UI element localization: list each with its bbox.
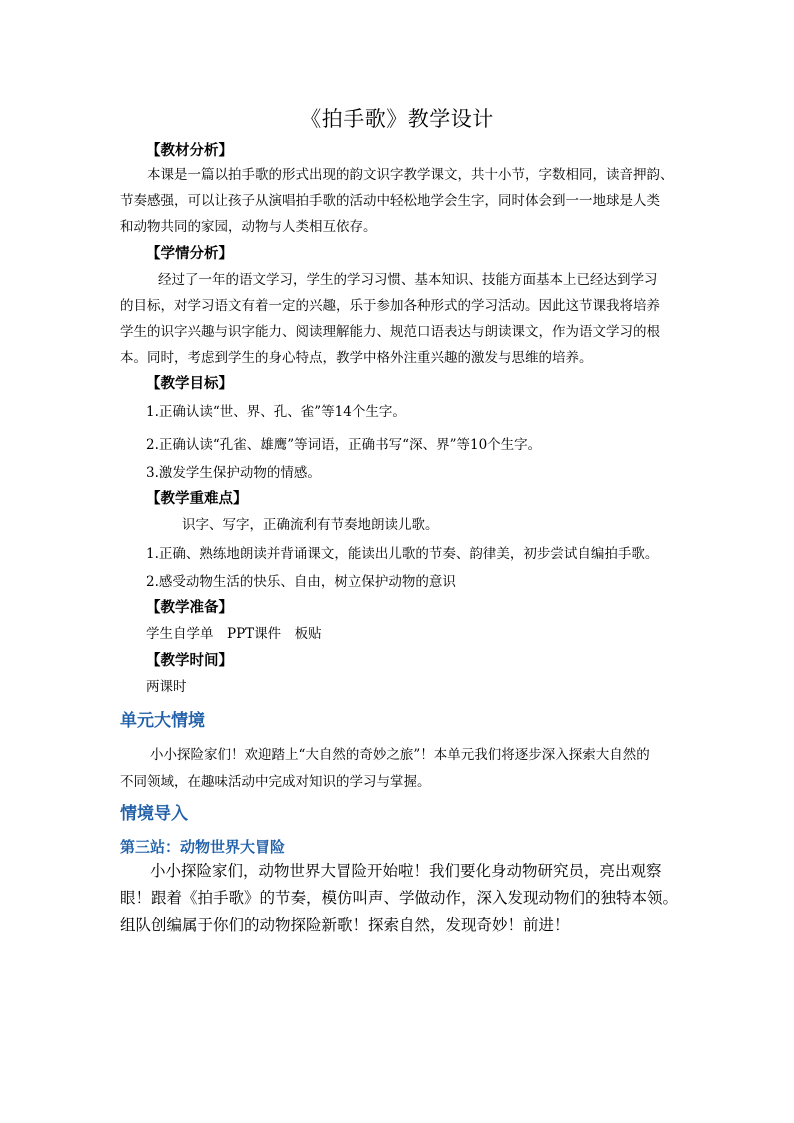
heading-material-analysis: 【教材分析】 (146, 142, 233, 159)
teaching-time-content: 两课时 (146, 679, 187, 695)
station-title: 第三站：动物世界大冒险 (120, 838, 286, 856)
unit-context-line: 小小探险家们！欢迎踏上“大自然的奇妙之旅”！本单元我们将逐步深入探索大自然的 (150, 747, 650, 763)
heading-key-points: 【教学重难点】 (146, 490, 248, 507)
heading-teaching-time: 【教学时间】 (146, 652, 233, 669)
heading-preparation: 【教学准备】 (146, 599, 233, 616)
material-analysis-line: 本课是一篇以拍手歌的形式出现的韵文识字教学课文，共十小节，字数相同，读音押韵、 (147, 167, 674, 183)
context-intro-line: 组队创编属于你们的动物探险新歌！探索自然，发现奇妙！前进！ (120, 916, 570, 934)
student-analysis-line: 学生的识字兴趣与识字能力、阅读理解能力、规范口语表达与朗读课文，作为语文学习的根 (120, 324, 660, 340)
student-analysis-line: 本。同时，考虑到学生的身心特点，教学中格外注重兴趣的激发与思维的培养。 (120, 350, 593, 366)
material-analysis-line: 和动物共同的家园，动物与人类相互依存。 (120, 219, 377, 235)
context-intro-line: 眼！跟着《拍手歌》的节奏，模仿叫声、学做动作，深入发现动物们的独特本领。 (120, 889, 679, 907)
heading-teaching-goals: 【教学目标】 (146, 375, 233, 392)
teaching-goal-item: 1.正确认读“世、界、孔、雀”等14个生字。 (146, 404, 406, 420)
document-title: 《拍手歌》教学设计 (300, 107, 494, 131)
key-point-item: 1.正确、熟练地朗读并背诵课文，能读出儿歌的节奏、韵律美，初步尝试自编拍手歌。 (146, 546, 659, 562)
unit-context-line: 不同领域，在趣味活动中完成对知识的学习与掌握。 (120, 774, 431, 790)
context-intro-paragraph (120, 858, 680, 939)
key-point-item: 2.感受动物生活的快乐、自由，树立保护动物的意识 (146, 574, 456, 590)
context-intro-title: 情境导入 (120, 804, 188, 824)
student-analysis-line: 的目标，对学习语文有着一定的兴趣，乐于参加各种形式的学习活动。因此这节课我将培养 (120, 298, 660, 314)
teaching-goal-item: 2.正确认读“孔雀、雄鹰”等词语，正确书写“深、界”等10个生字。 (146, 437, 542, 453)
unit-context-paragraph (120, 742, 680, 796)
context-intro-line: 小小探险家们，动物世界大冒险开始啦！我们要化身动物研究员，亮出观察 (150, 862, 662, 880)
student-analysis-line: 经过了一年的语文学习，学生的学习习惯、基本知识、技能方面基本上已经达到学习 (158, 272, 658, 288)
student-analysis-paragraph (120, 267, 680, 371)
teaching-goal-item: 3.激发学生保护动物的情感。 (146, 465, 321, 481)
preparation-content: 学生自学单 PPT课件 板贴 (146, 626, 322, 642)
material-analysis-line: 节奏感强，可以让孩子从演唱拍手歌的活动中轻松地学会生字，同时体会到一一地球是人类 (120, 193, 660, 209)
key-points-summary: 识字、写字，正确流利有节奏地朗读儿歌。 (182, 517, 439, 533)
material-analysis-paragraph (120, 162, 680, 240)
heading-student-analysis: 【学情分析】 (146, 245, 233, 262)
unit-context-title: 单元大情境 (120, 711, 205, 731)
